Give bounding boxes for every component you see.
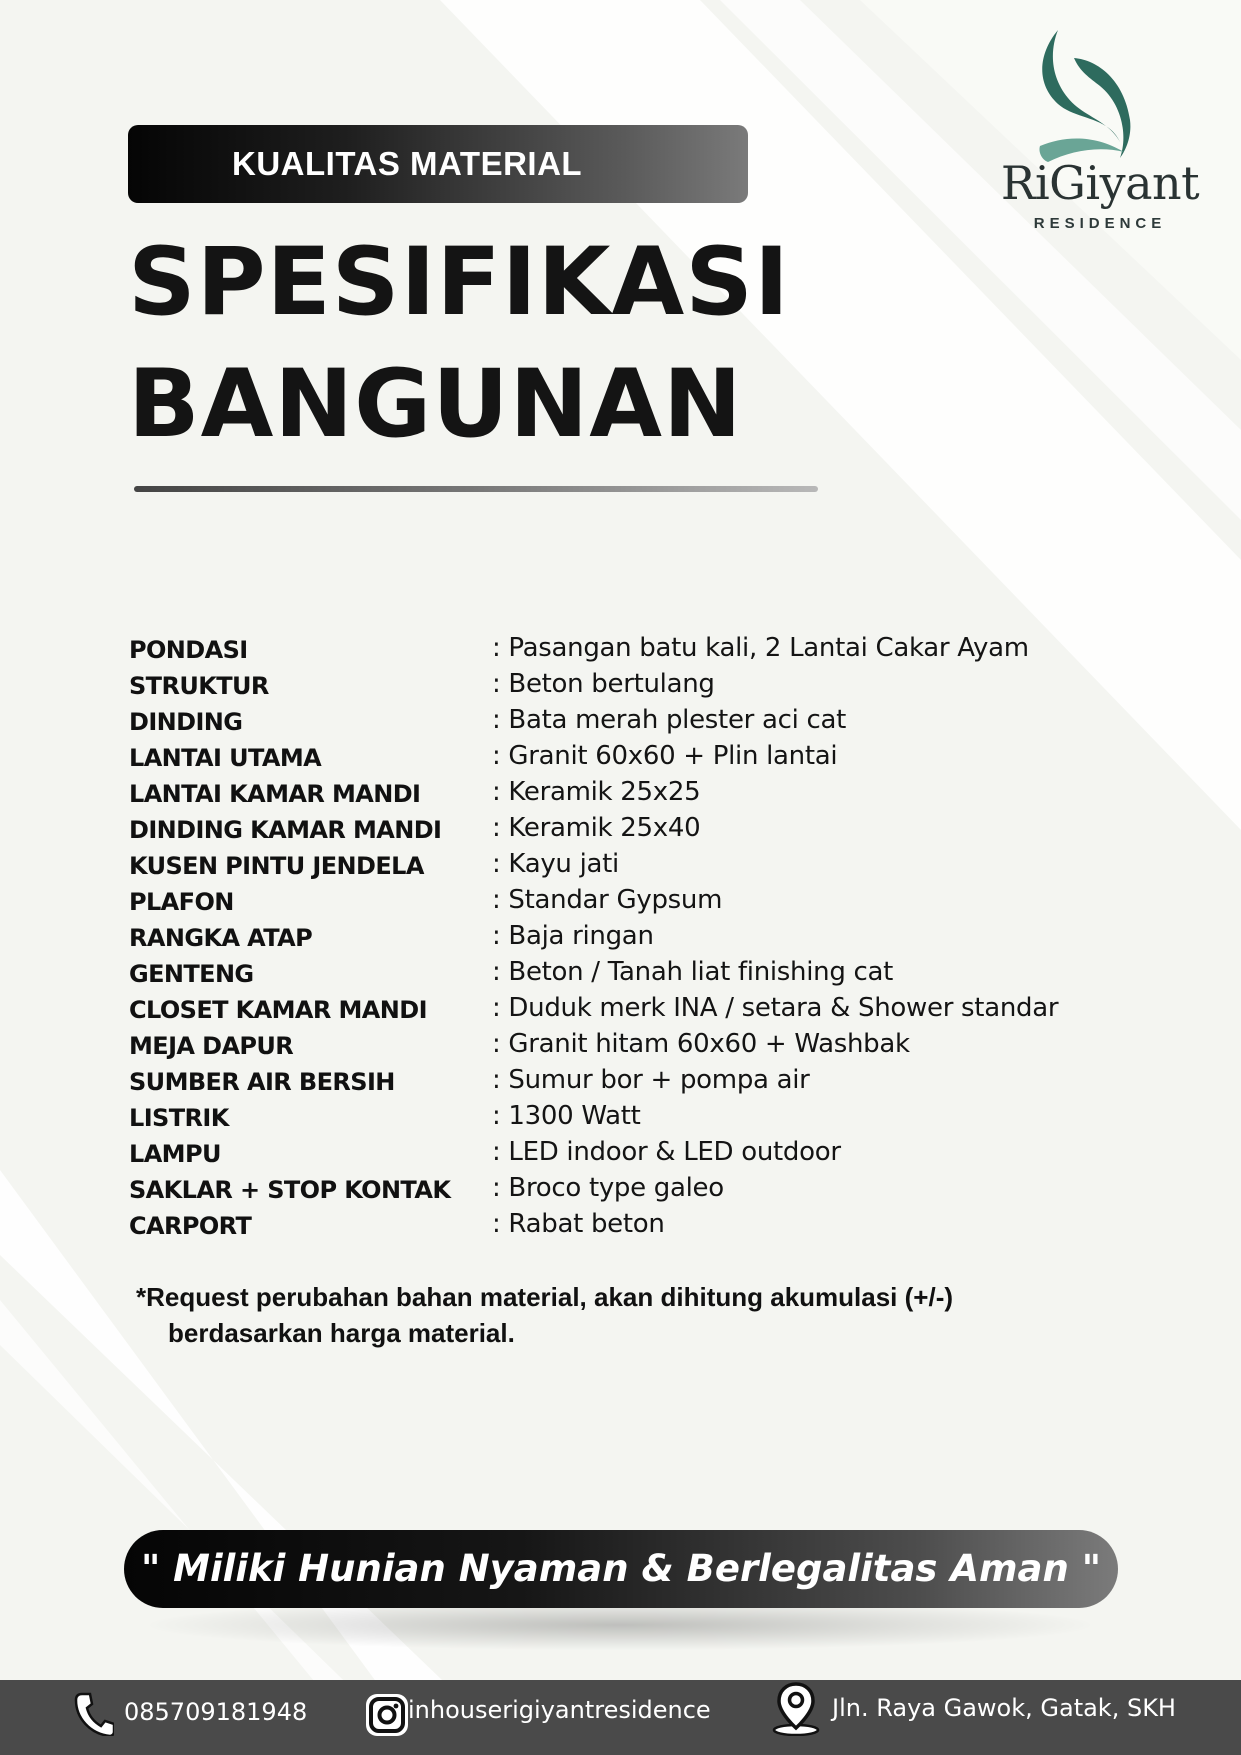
spec-label: LISTRIK <box>129 1104 229 1132</box>
spec-value: : Sumur bor + pompa air <box>492 1065 810 1095</box>
spec-value: : Broco type galeo <box>492 1173 724 1203</box>
spec-label: LANTAI UTAMA <box>129 744 322 772</box>
spec-value: : Keramik 25x40 <box>492 813 701 843</box>
spec-value: : Keramik 25x25 <box>492 777 701 807</box>
spec-value: : LED indoor & LED outdoor <box>492 1137 841 1167</box>
phone-icon <box>74 1692 114 1736</box>
spec-value: : Pasangan batu kali, 2 Lantai Cakar Ayam <box>492 633 1029 663</box>
spec-row <box>129 1028 1129 1064</box>
spec-value: : 1300 Watt <box>492 1101 641 1131</box>
spec-row <box>129 1064 1129 1100</box>
spec-value: : Kayu jati <box>492 849 619 879</box>
spec-label: SUMBER AIR BERSIH <box>129 1068 395 1096</box>
spec-label: MEJA DAPUR <box>129 1032 294 1060</box>
page-title-line-1: SPESIFIKASI <box>128 228 790 337</box>
location-pin-icon <box>770 1680 822 1736</box>
spec-row <box>129 848 1129 884</box>
feather-swoosh-icon <box>1028 24 1148 174</box>
brand-logo <box>990 20 1210 240</box>
spec-label: RANGKA ATAP <box>129 924 313 952</box>
spec-value: : Duduk merk INA / setara & Shower standar <box>492 993 1059 1023</box>
footer-address <box>770 1680 1210 1755</box>
spec-value: : Standar Gypsum <box>492 885 723 915</box>
spec-value: : Beton bertulang <box>492 669 715 699</box>
instagram-icon <box>364 1692 410 1738</box>
spec-label: PONDASI <box>129 636 248 664</box>
page-title-line-2: BANGUNAN <box>128 350 743 459</box>
spec-label: DINDING KAMAR MANDI <box>129 816 442 844</box>
section-badge: KUALITAS MATERIAL <box>128 125 748 203</box>
spec-row <box>129 776 1129 812</box>
spec-row <box>129 740 1129 776</box>
spec-value: : Rabat beton <box>492 1209 665 1239</box>
note-line-2: berdasarkan harga material. <box>168 1318 515 1348</box>
spec-label: STRUKTUR <box>129 672 269 700</box>
spec-value: : Granit hitam 60x60 + Washbak <box>492 1029 910 1059</box>
spec-list <box>129 632 1129 1244</box>
spec-row <box>129 1208 1129 1244</box>
footer-instagram-text[interactable]: inhouserigiyantresidence <box>408 1696 711 1724</box>
spec-label: SAKLAR + STOP KONTAK <box>129 1176 451 1204</box>
spec-label: CARPORT <box>129 1212 252 1240</box>
brand-name: RiGiyant <box>1000 156 1200 210</box>
spec-label: KUSEN PINTU JENDELA <box>129 852 424 880</box>
spec-label: LAMPU <box>129 1140 221 1168</box>
spec-value: : Granit 60x60 + Plin lantai <box>492 741 838 771</box>
spec-value: : Bata merah plester aci cat <box>492 705 847 735</box>
footer-instagram <box>362 1680 742 1755</box>
title-underline <box>134 486 818 492</box>
spec-row <box>129 992 1129 1028</box>
spec-row <box>129 632 1129 668</box>
material-note <box>136 1279 1036 1351</box>
spec-row <box>129 704 1129 740</box>
spec-label: GENTENG <box>129 960 254 988</box>
spec-row <box>129 920 1129 956</box>
spec-row <box>129 1136 1129 1172</box>
contact-footer <box>0 1680 1241 1755</box>
spec-value: : Beton / Tanah liat finishing cat <box>492 957 894 987</box>
spec-row <box>129 812 1129 848</box>
note-line-1: *Request perubahan bahan material, akan dihitung akumulasi (+/-) <box>136 1282 954 1312</box>
spec-label: DINDING <box>129 708 243 736</box>
spec-label: CLOSET KAMAR MANDI <box>129 996 427 1024</box>
spec-row <box>129 956 1129 992</box>
footer-phone <box>74 1680 334 1755</box>
spec-label: PLAFON <box>129 888 234 916</box>
spec-row <box>129 1172 1129 1208</box>
footer-address-text: Jln. Raya Gawok, Gatak, SKH <box>832 1694 1176 1722</box>
footer-phone-text[interactable]: 085709181948 <box>124 1698 308 1726</box>
spec-row <box>129 1100 1129 1136</box>
spec-label: LANTAI KAMAR MANDI <box>129 780 421 808</box>
spec-row <box>129 884 1129 920</box>
spec-value: : Baja ringan <box>492 921 654 951</box>
spec-row <box>129 668 1129 704</box>
brand-subtitle: RESIDENCE <box>1033 215 1167 232</box>
tagline-banner: " Miliki Hunian Nyaman & Berlegalitas Aman " <box>124 1530 1118 1608</box>
